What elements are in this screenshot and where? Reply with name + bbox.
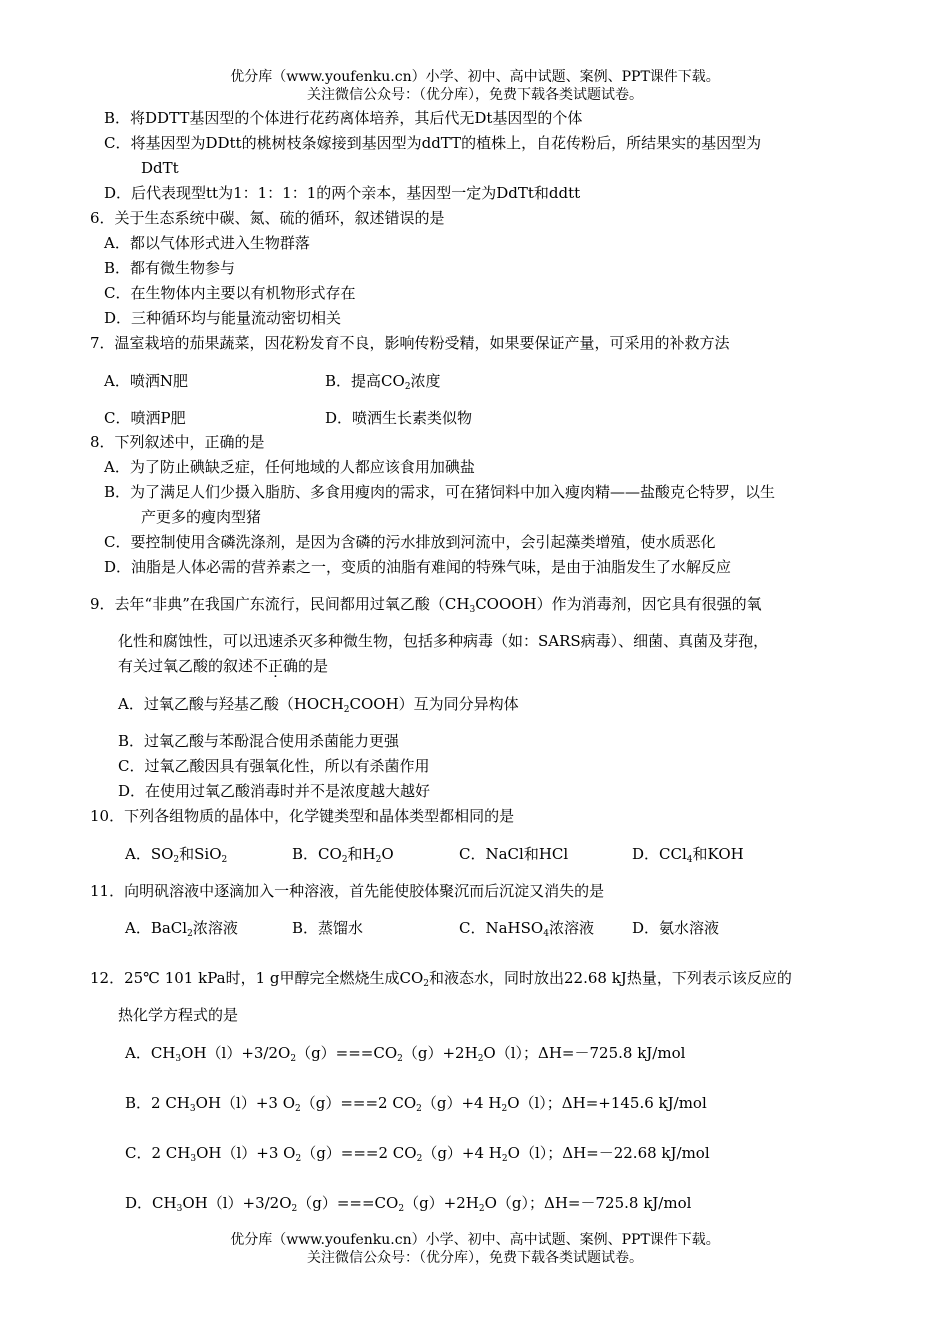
q9-option-d: D．在使用过氧乙酸消毒时并不是浓度越大越好 [118,782,431,800]
footer-line-1: 优分库（www.youfenku.cn）小学、初中、高中试题、案例、PPT课件下载。 [230,1232,720,1248]
q9-emphasis: 不正确 [253,657,299,675]
q10-stem: 10．下列各组物质的晶体中，化学键类型和晶体类型都相同的是 [90,807,515,825]
q10-option-c: C．NaCl和HCl [459,845,569,863]
q11-stem: 11．向明矾溶液中逐滴加入一种溶液，首先能使胶体聚沉而后沉淀又消失的是 [90,882,605,900]
q9-stem-line2: 化性和腐蚀性，可以迅速杀灭多种微生物，包括多种病毒（如：SARS病毒）、细菌、真菌及芽孢， [118,632,769,650]
q9-option-c: C．过氧乙酸因具有强氧化性，所以有杀菌作用 [118,757,430,775]
q12-option-c: C．2 $CH_3OH(l)+3$ $O_2(g)===2$ $CO_2(g)+4$ $H_2O(l)$；ΔH=－22.68 kJ/mol [125,1144,710,1164]
q6-option-d: D．三种循环均与能量流动密切相关 [104,309,342,327]
q12-stem-line2: 热化学方程式的是 [118,1006,239,1024]
q12-stem-line1: 12．25℃ 101 kPa时，1 g甲醇完全燃烧生成$CO_2$和液态水，同时放出22.68 kJ热量，下列表示该反应的 [90,969,792,989]
q7-option-c: C．喷洒P肥 [104,409,186,427]
q7-option-a: A．喷洒N肥 [104,372,188,390]
q9-option-b: B．过氧乙酸与苯酚混合使用杀菌能力更强 [118,732,400,750]
q12-option-a: A．$CH_3OH(l)+3/2O_2(g)===CO_2(g)+2H_2O(l)$；ΔH=－725.8 kJ/mol [125,1044,686,1064]
q8-stem: 8．下列叙述中，正确的是 [90,433,265,451]
q11-option-d: D．氨水溶液 [632,919,720,937]
header-line-1: 优分库（www.youfenku.cn）小学、初中、高中试题、案例、PPT课件下载。 [230,69,720,85]
q6-option-a: A．都以气体形式进入生物群落 [104,234,310,252]
q8-option-b-line2: 产更多的瘦肉型猪 [141,508,262,526]
q8-option-b-line1: B．为了满足人们少摄入脂肪、多食用瘦肉的需求，可在猪饲料中加入瘦肉精——盐酸克仑特罗，以生 [104,483,776,501]
q5-option-b: B．将DDTT基因型的个体进行花药离体培养，其后代无Dt基因型的个体 [104,109,583,127]
q10-option-d: D．CCl$_4$和KOH [632,845,744,865]
q7-option-b: B．提高$CO_2$浓度 [325,372,441,392]
q9-option-a: A．过氧乙酸与羟基乙酸$(HOCH_2COOH)$互为同分异构体 [118,695,519,715]
q6-stem: 6．关于生态系统中碳、氮、硫的循环，叙述错误的是 [90,209,445,227]
footer-line-2: 关注微信公众号：（优分库），免费下载各类试题试卷。 [307,1250,643,1266]
q5-option-d: D．后代表现型tt为1：1：1：1的两个亲本，基因型一定为DdTt和ddtt [104,184,581,202]
q12-option-b: B．2 $CH_3OH(l)+3$ $O_2(g)===2$ $CO_2(g)+4$ $H_2O(l)$；ΔH=+145.6 kJ/mol [125,1094,707,1114]
q8-option-d: D．油脂是人体必需的营养素之一，变质的油脂有难闻的特殊气味，是由于油脂发生了水解反应 [104,558,732,576]
q8-option-a: A．为了防止碘缺乏症，任何地域的人都应该食用加碘盐 [104,458,475,476]
q6-option-b: B．都有微生物参与 [104,259,236,277]
q5-option-c-line1: C．将基因型为DDtt的桃树枝条嫁接到基因型为ddTT的植株上，自花传粉后，所结果实的基因型为 [104,134,762,152]
q9-stem-line1: 9．去年“非典”在我国广东流行，民间都用过氧乙酸$(CH_3COOOH)$作为消毒剂，因它具有很强的氧 [90,595,762,615]
q5-option-c-line2: DdTt [141,159,179,177]
q11-option-b: B．蒸馏水 [292,919,364,937]
q11-option-a: A．BaCl$_2$浓溶液 [125,919,238,939]
q7-stem: 7．温室栽培的茄果蔬菜，因花粉发育不良，影响传粉受精，如果要保证产量，可采用的补救方法 [90,334,730,352]
q8-option-c: C．要控制使用含磷洗涤剂，是因为含磷的污水排放到河流中，会引起藻类增殖，使水质恶化 [104,533,716,551]
q6-option-c: C．在生物体内主要以有机物形式存在 [104,284,356,302]
q7-option-d: D．喷洒生长素类似物 [325,409,473,427]
header-line-2: 关注微信公众号：（优分库），免费下载各类试题试卷。 [307,87,643,103]
q10-option-a: A．$SO_2$和SiO$_2$ [125,845,228,865]
q12-option-d: D．$CH_3OH(l)+3/2O_2(g)===CO_2(g)+2H_2O(g)$；ΔH=－725.8 kJ/mol [125,1194,692,1214]
q11-option-c: C．NaHSO$_4$浓溶液 [459,919,594,939]
q9-stem-line3: 有关过氧乙酸的叙述不正确的是 [118,657,329,675]
q10-option-b: B．$CO_2$和$H_2O$ [292,845,394,865]
